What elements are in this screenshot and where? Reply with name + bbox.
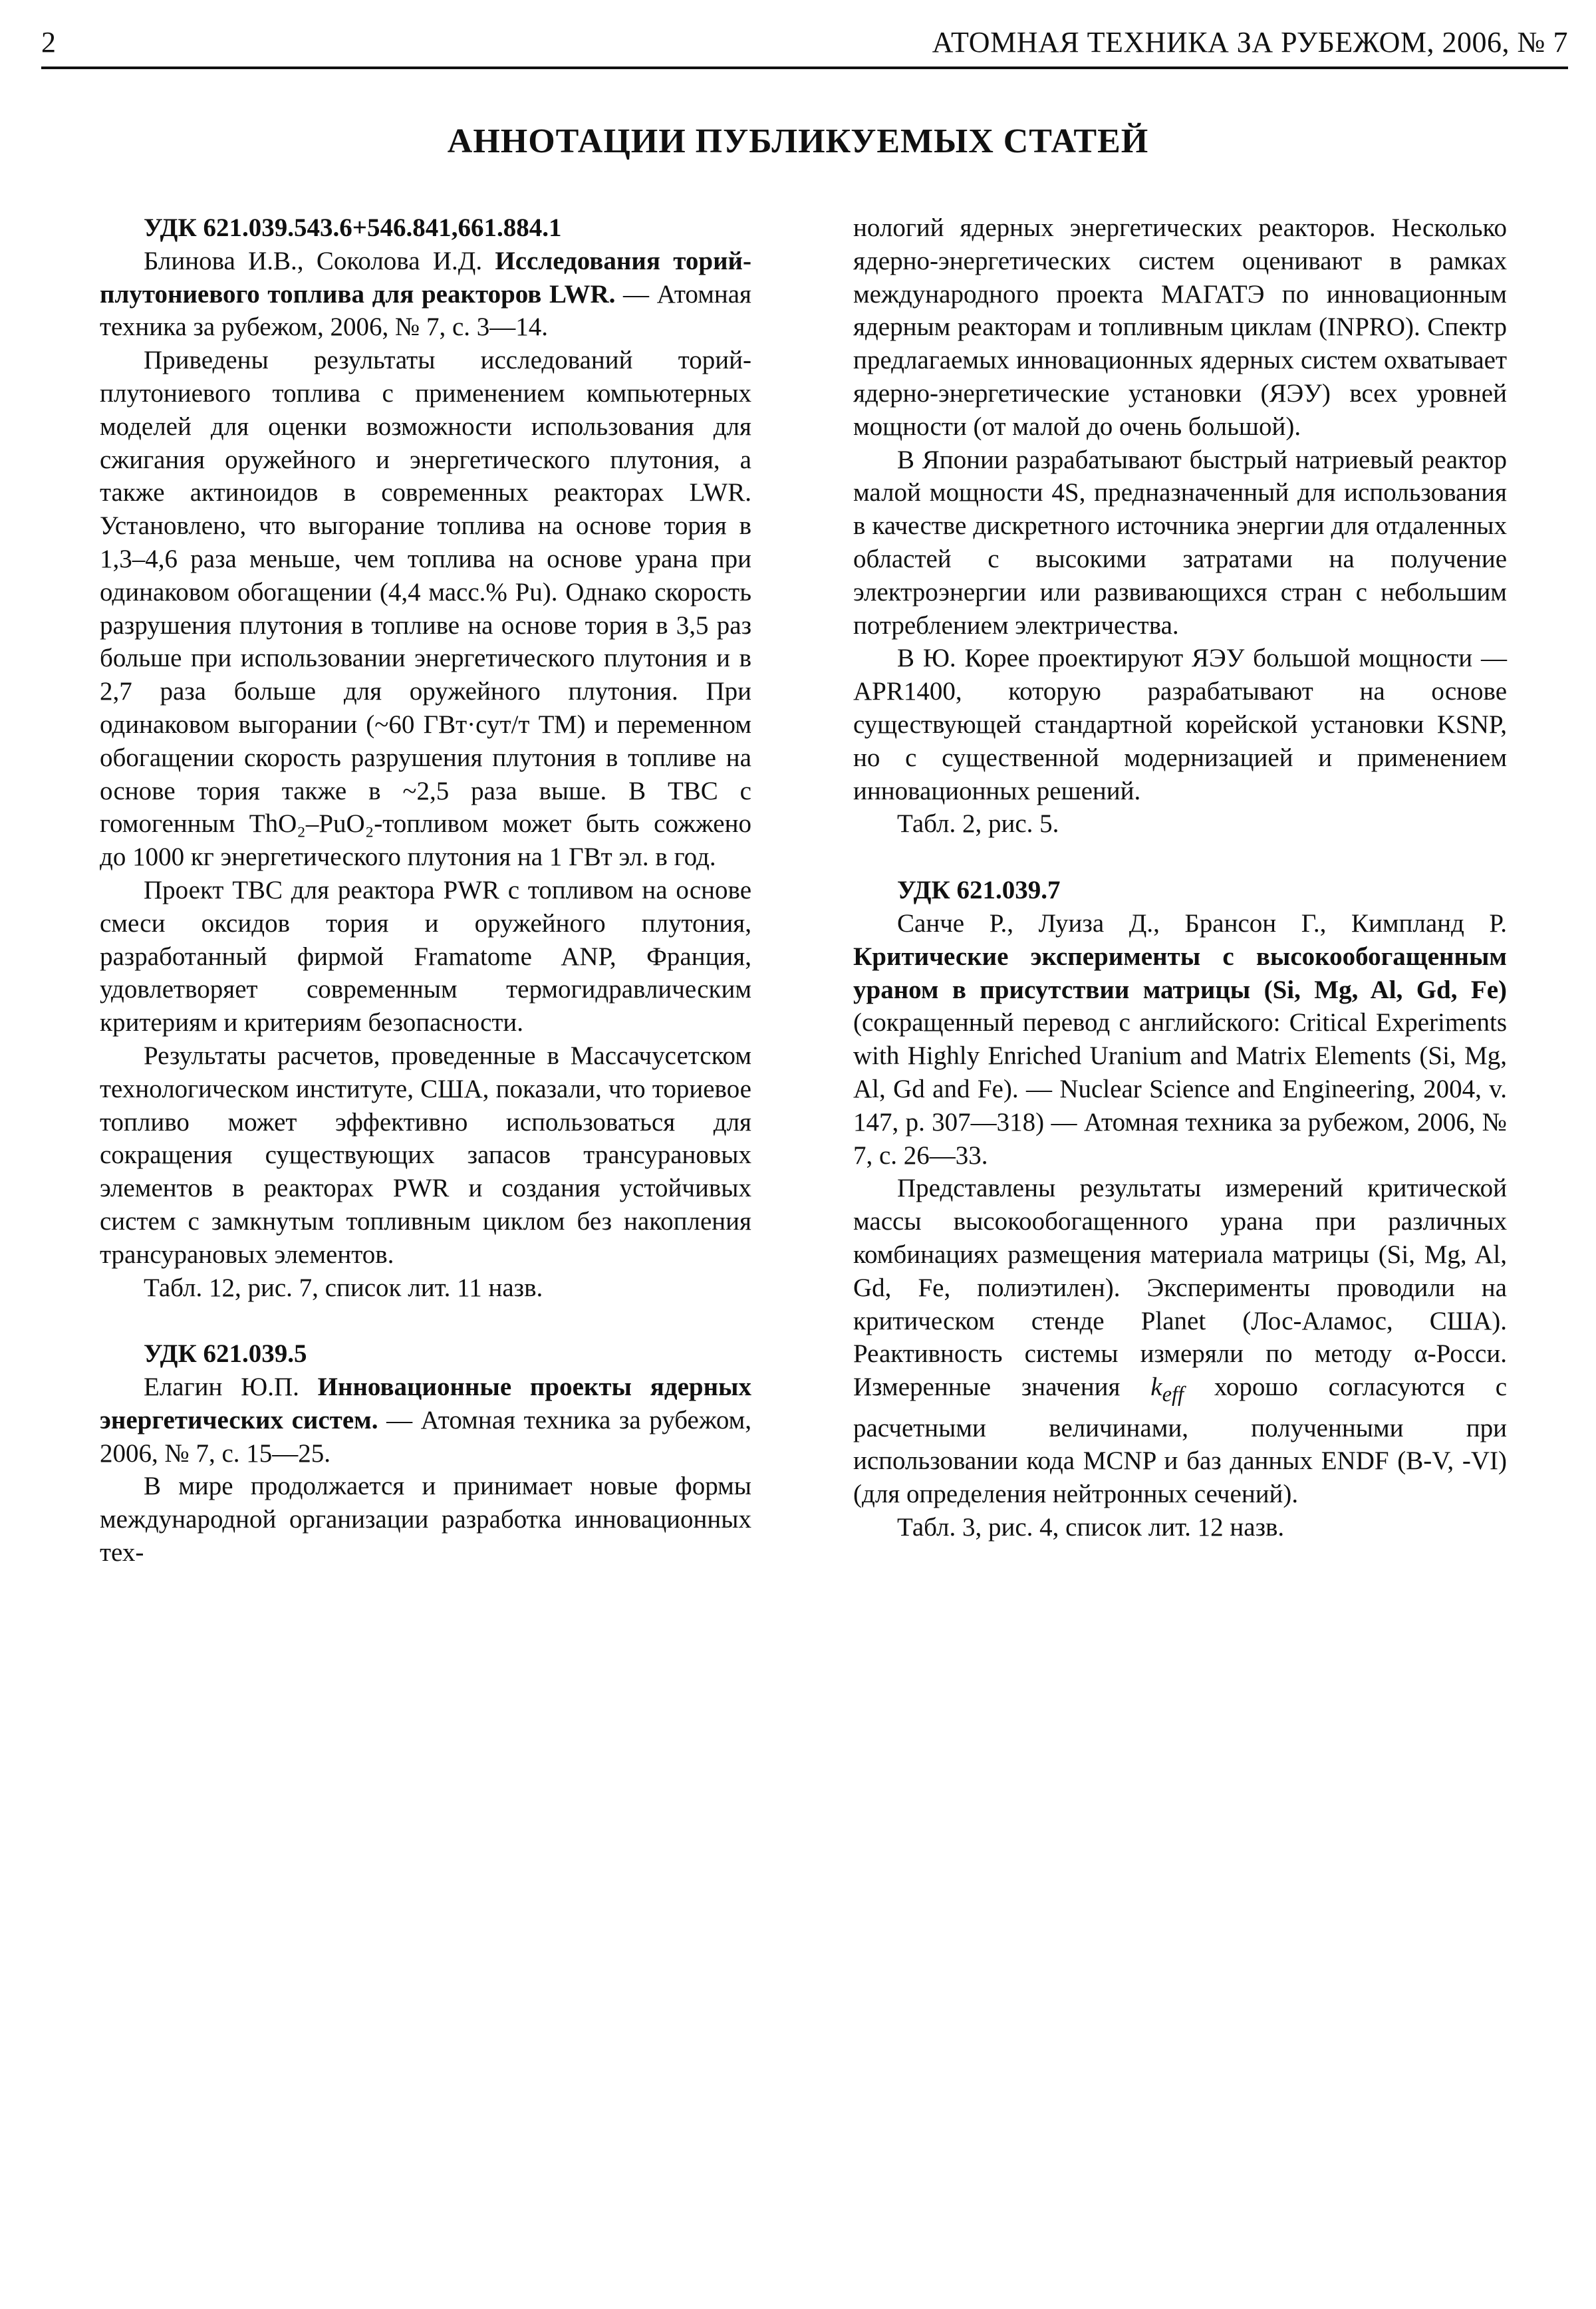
article-1-source: — Атомная техника за рубежом, 2006, № 7, с. 3—14. (100, 279, 751, 342)
article-3-udc: УДК 621.039.7 (897, 876, 1061, 905)
article-3-source: (сокращенный перевод с английского: Critical Experiments with Highly Enriched Uranium and Matrix Elements (Si, Mg, Al, Gd and Fe). — Nuclear Science and Engineering, 2004, v. 147, p. 307—318) — Атомная техника за рубежом, 2006, № 7, с. 26—33. (853, 1008, 1507, 1170)
article-2-refs: Табл. 2, рис. 5. (897, 809, 1059, 839)
article-2-citation (100, 1371, 751, 1470)
article-1-paragraph: Результаты расчетов, проведенные в Массачусетском технологическом институте, США, показали, что ториевое топливо может эффективно использоваться для сокращения существующих запасов трансурановых элементов в реакторах PWR и создания устойчивых систем с замкнутым топливным циклом без накопления трансурановых элементов. (100, 1041, 751, 1269)
section-title: АННОТАЦИИ ПУБЛИКУЕМЫХ СТАТЕЙ (447, 122, 1149, 160)
keff-subscript: eff (1162, 1382, 1184, 1407)
article-1-title: Исследования торий-плутониевого топлива для реакторов LWR. (100, 246, 751, 309)
left-column (100, 211, 751, 1569)
article-2-authors: Елагин Ю.П. (144, 1373, 299, 1402)
article-2-paragraph-continued: нологий ядерных энергетических реакторов. Несколько ядерно-энергетических систем оценивают в рамках международного проекта МАГАТЭ по инновационным ядерным реакторам и топливным циклам (INPRO). Спектр предлагаемых инновационных ядерных систем охватывает ядерно-энергетические установки (ЯЭУ) всех уровней мощности (от малой до очень большой). (853, 213, 1507, 441)
article-3-text-before: Представлены результаты измерений критической массы высокообогащенного урана при различных комбинациях размещения материала матрицы (Si, Mg, Al, Gd, Fe, полиэтилен). Эксперименты проводили на критическом стенде Planet (Лос-Аламос, США). Реактивность системы измеряли по методу α-Росси. Измеренные значения (853, 1174, 1507, 1402)
article-3-refs: Табл. 3, рис. 4, список лит. 12 назв. (897, 1513, 1285, 1542)
page-number: 2 (41, 26, 56, 59)
article-3-title: Критические эксперименты с высокообогащенным ураном в присутствии матрицы (Si, Mg, Al, Gd, Fe) (853, 942, 1507, 1004)
article-2-title: Инновационные проекты ядерных энергетических систем. (100, 1373, 751, 1434)
article-3-paragraph (853, 1172, 1507, 1511)
article-1-udc: УДК 621.039.543.6+546.841,661.884.1 (144, 213, 562, 242)
article-1-refs: Табл. 12, рис. 7, список лит. 11 назв. (144, 1273, 543, 1302)
page-header (41, 21, 1568, 69)
spacer (100, 1304, 751, 1337)
article-1-citation (100, 245, 751, 344)
right-column (853, 211, 1507, 1544)
article-3-citation (853, 907, 1507, 1172)
keff-symbol: k (1150, 1373, 1162, 1402)
article-3-authors: Санче Р., Луиза Д., Брансон Г., Кимпланд Р. (897, 908, 1507, 938)
article-2-source: — Атомная техника за рубежом, 2006, № 7, с. 15—25. (100, 1405, 752, 1468)
running-head: АТОМНАЯ ТЕХНИКА ЗА РУБЕЖОМ, 2006, № 7 (932, 26, 1568, 59)
article-3-text-after: хорошо согласуются с расчетными величинами, полученными при использовании кода MCNP и баз данных ENDF (B-V, -VI) (для определения нейтронных сечений). (853, 1373, 1508, 1509)
article-1-authors: Блинова И.В., Соколова И.Д. (144, 246, 483, 275)
spacer (853, 841, 1507, 874)
article-2-paragraph: В Ю. Корее проектируют ЯЭУ большой мощности — APR1400, которую разрабатывают на основе существующей стандартной корейской установки KSNP, но с существенной модернизацией и применением инновационных решений. (853, 644, 1507, 805)
article-1-paragraph: Проект ТВС для реактора PWR с топливом на основе смеси оксидов тория и оружейного плутония, разработанный фирмой Framatome ANP, Франция, удовлетворяет современным термогидравлическим критериям и критериям безопасности. (100, 875, 751, 1037)
article-2-udc: УДК 621.039.5 (144, 1339, 307, 1369)
article-2-paragraph: В Японии разрабатывают быстрый натриевый реактор малой мощности 4S, предназначенный для использования в качестве дискретного источника энергии для отдаленных областей с высокими затратами на получение электроэнергии или развивающихся стран с небольшим потреблением электричества. (853, 445, 1507, 640)
article-2-paragraph-start: В мире продолжается и принимает новые формы международной организации разработка инновационных тех- (100, 1472, 751, 1567)
article-1-paragraph: Приведены результаты исследований торий-плутониевого топлива с применением компьютерных моделей для оценки возможности использования для сжигания оружейного и энергетического плутония, а также актиноидов в современных реакторах LWR. Установлено, что выгорание топлива на основе тория в 1,3–4,6 раза меньше, чем топлива на основе урана при одинаковом обогащении (4,4 масс.% Pu). Однако скорость разрушения плутония в топливе на основе тория в 3,5 раз больше при использовании энергетического плутония и в 2,7 раза больше для оружейного плутония. При одинаковом выгорании (~60 ГВт·сут/т ТМ) и переменном обогащении скорость разрушения плутония в топливе на основе тория также в ~2,5 раза выше. В ТВС с гомогенным ThO₂–PuO₂-топливом может быть сожжено до 1000 кг энергетического плутония на 1 ГВт эл. в год. (100, 346, 751, 872)
